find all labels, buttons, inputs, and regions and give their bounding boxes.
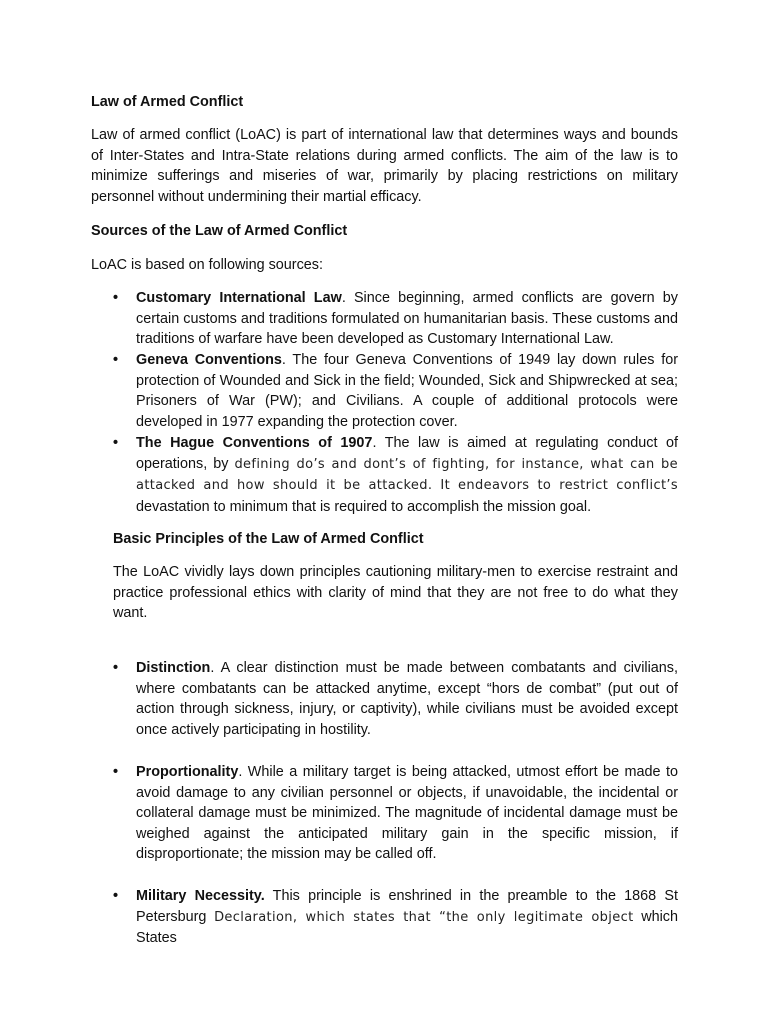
list-item-military-necessity bbox=[113, 886, 678, 949]
list-item-body-end: devastation to minimum that is required to accomplish the mission goal. bbox=[136, 498, 592, 515]
bullet-icon: • bbox=[113, 290, 119, 306]
list-item-text bbox=[136, 658, 678, 740]
list-item-body-alt-font: defining do’s and dont’s of fighting, for instance, what can be attacked and how should it be attacked. It endeavors to restrict conflict’s bbox=[136, 456, 678, 494]
list-item-body: . The law is aimed at regulating conduct of operations, by bbox=[136, 435, 678, 472]
list-item-term: Proportionality bbox=[136, 764, 239, 780]
list-item-body-end: which States bbox=[136, 908, 678, 947]
list-item-text bbox=[136, 350, 678, 432]
principles-lead: The LoAC vividly lays down principles cautioning military-men to exercise restraint and practice professional ethics with clarity of mind that they are not free to do what they want. bbox=[113, 564, 678, 622]
principles-heading: Basic Principles of the Law of Armed Conflict bbox=[113, 531, 424, 547]
bullet-icon: • bbox=[113, 764, 119, 780]
intro-paragraph: Law of armed conflict (LoAC) is part of international law that determines ways and bounds of Inter-States and Intra-State relations during armed conflicts. The aim of the law is to minimize sufferings and miseries of war, primarily by placing restrictions on military personnel without undermining their martial efficacy. bbox=[91, 127, 678, 205]
list-item-term: Distinction bbox=[136, 660, 211, 676]
list-item-body: . While a military target is being attacked, utmost effort be made to avoid damage to any civilian personnel or objects, if unavoidable, the incidental or collateral damage must be minimized. The magnitude of incidental damage must be weighed against the anticipated military gain in the specific mission, if disproportionate; the mission may be called off. bbox=[136, 764, 678, 863]
bullet-icon: • bbox=[113, 888, 119, 904]
list-item-body: . Since beginning, armed conflicts are govern by certain customs and traditions formulated on humanitarian basis. These customs and traditions of warfare have been developed as Customary International Law. bbox=[136, 290, 679, 348]
list-item-geneva-conventions bbox=[113, 350, 678, 432]
list-item-term: Geneva Conventions bbox=[136, 352, 282, 368]
sources-lead: LoAC is based on following sources: bbox=[91, 257, 323, 273]
list-item-body: . The four Geneva Conventions of 1949 lay down rules for protection of Wounded and Sick in the field; Wounded, Sick and Shipwrecked at sea; Prisoners of War (PW); and Civilians. A couple of additional protocols were developed in 1977 expanding the protection cover. bbox=[136, 352, 679, 430]
document-title: Law of Armed Conflict bbox=[91, 94, 244, 110]
list-item-proportionality bbox=[113, 762, 678, 865]
list-item-body: This principle is enshrined in the preamble to the 1868 St Petersburg bbox=[136, 888, 678, 925]
list-item-term: Military Necessity. bbox=[136, 888, 265, 904]
list-item-body-alt-font: Declaration, which states that “the only legitimate object bbox=[214, 909, 634, 925]
list-item-term: Customary International Law bbox=[136, 290, 342, 306]
list-item-hague-conventions bbox=[113, 433, 678, 517]
list-item-term: The Hague Conventions of 1907 bbox=[136, 435, 373, 451]
list-item-body: . A clear distinction must be made between combatants and civilians, where combatants can be attacked anytime, except “hors de combat” (put out of action through sickness, injury, or captivity), while civilians must be avoided except once actively participating in hostility. bbox=[136, 660, 678, 738]
list-item-text bbox=[136, 886, 678, 949]
list-item-text bbox=[136, 288, 678, 350]
bullet-icon: • bbox=[113, 435, 119, 451]
list-item-text bbox=[136, 762, 678, 865]
bullet-icon: • bbox=[113, 660, 119, 676]
list-item-customary-law bbox=[113, 288, 678, 350]
sources-heading: Sources of the Law of Armed Conflict bbox=[91, 223, 348, 239]
list-item-text bbox=[136, 433, 678, 517]
bullet-icon: • bbox=[113, 352, 119, 368]
list-item-distinction bbox=[113, 658, 678, 740]
